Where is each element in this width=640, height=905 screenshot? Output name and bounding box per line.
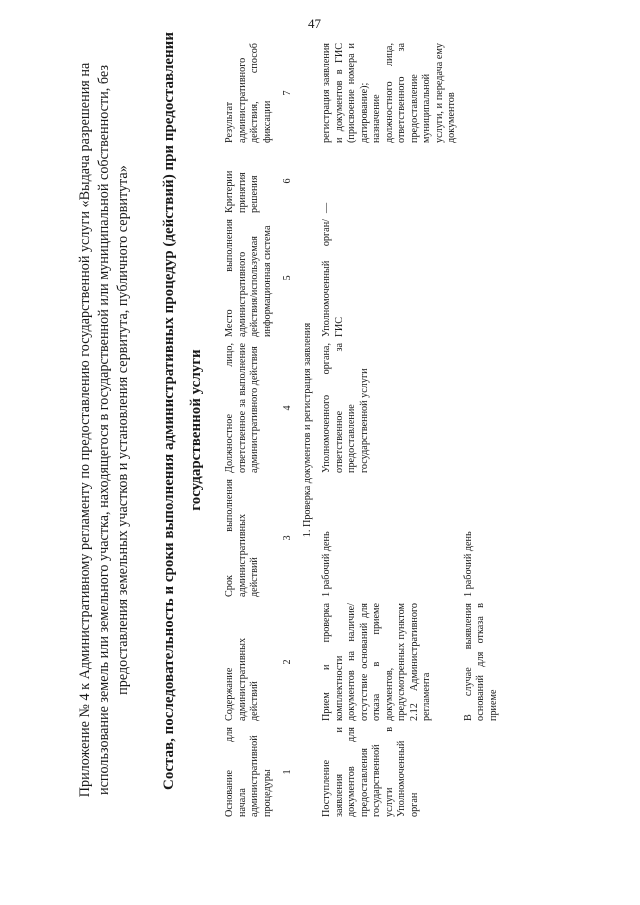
header-basis: Основание для начала административной процедуры: [224, 727, 273, 817]
page-number: 47: [308, 16, 321, 31]
table-cell: [461, 146, 503, 216]
table-cell: 1 рабочий день: [462, 531, 474, 597]
stage-row: [299, 40, 320, 820]
table-cell: Прием и проверка комплектности документов на наличие/отсутствие оснований для отказа в приеме документов, предусмотренных пунктом 2.12 Административного регламента: [321, 603, 432, 721]
table-cell: [461, 340, 503, 476]
column-number: 5: [282, 275, 293, 281]
column-number: 7: [282, 90, 293, 96]
table-cell: Уполномоченный орган/ГИС: [321, 219, 345, 337]
table-header-row: [222, 40, 276, 820]
column-number: 3: [282, 535, 293, 541]
table-row: [461, 40, 503, 820]
table-cell: Уполномоченного органа, ответственное за предоставление государственной услуги: [321, 343, 370, 473]
header-term: Срок выполнения административных действий: [224, 479, 260, 597]
header-official: Должностное лицо, ответственное за выполнение административного действия: [224, 343, 260, 473]
column-number-row: [276, 40, 299, 820]
appendix-title-line: предоставления земельных участков и установления сервитута, публичного сервитута»: [115, 165, 131, 695]
section-title-line: государственной услуги: [188, 349, 204, 511]
column-number: 4: [282, 405, 293, 411]
table-cell: [461, 216, 503, 340]
table-row: [319, 40, 461, 820]
table-cell: Поступление заявления и документов для предоставления государственной услуги в Уполномоченный орган: [321, 727, 420, 817]
header-place: Место выполнения административного действия/используемая информационная система: [224, 219, 273, 337]
appendix-title-line: использование земель или земельного участка, находящегося в государственной или муниципальной собственности, без: [96, 65, 112, 795]
table-cell: В случае выявления оснований для отказа в приеме: [462, 603, 499, 721]
section-title-line: Состав, последовательность и сроки выполнения административных процедур (действий) при предоставлении: [161, 32, 177, 790]
stage-title: 1. Проверка документов и регистрация заявления: [301, 322, 313, 538]
header-criteria: Критерии принятия решения: [224, 170, 260, 213]
header-result: Результат административного действия, способ фиксации: [224, 43, 273, 143]
table-cell: регистрация заявления и документов в ГИС (присвоение номера и датирование); назначение должностного лица, ответственного за предоставление муниципальной услуги, и передача ему документов: [321, 43, 457, 143]
table-cell: [461, 724, 503, 820]
section-title: [156, 32, 210, 790]
table-cell: —: [321, 202, 332, 213]
rotated-page-content: [76, 32, 586, 820]
table-cell: [461, 40, 503, 146]
procedures-table: [222, 40, 502, 820]
appendix-title-line: Приложение № 4 к Административному регламенту по предоставлению государственной услуги «Выдача разрешения на: [77, 62, 93, 798]
column-number: 1: [282, 769, 293, 775]
column-number: 2: [282, 659, 293, 665]
table-cell: 1 рабочий день: [321, 531, 332, 597]
appendix-title: [76, 40, 133, 820]
header-actions: Содержание административных действий: [224, 637, 260, 721]
column-number: 6: [282, 178, 293, 184]
